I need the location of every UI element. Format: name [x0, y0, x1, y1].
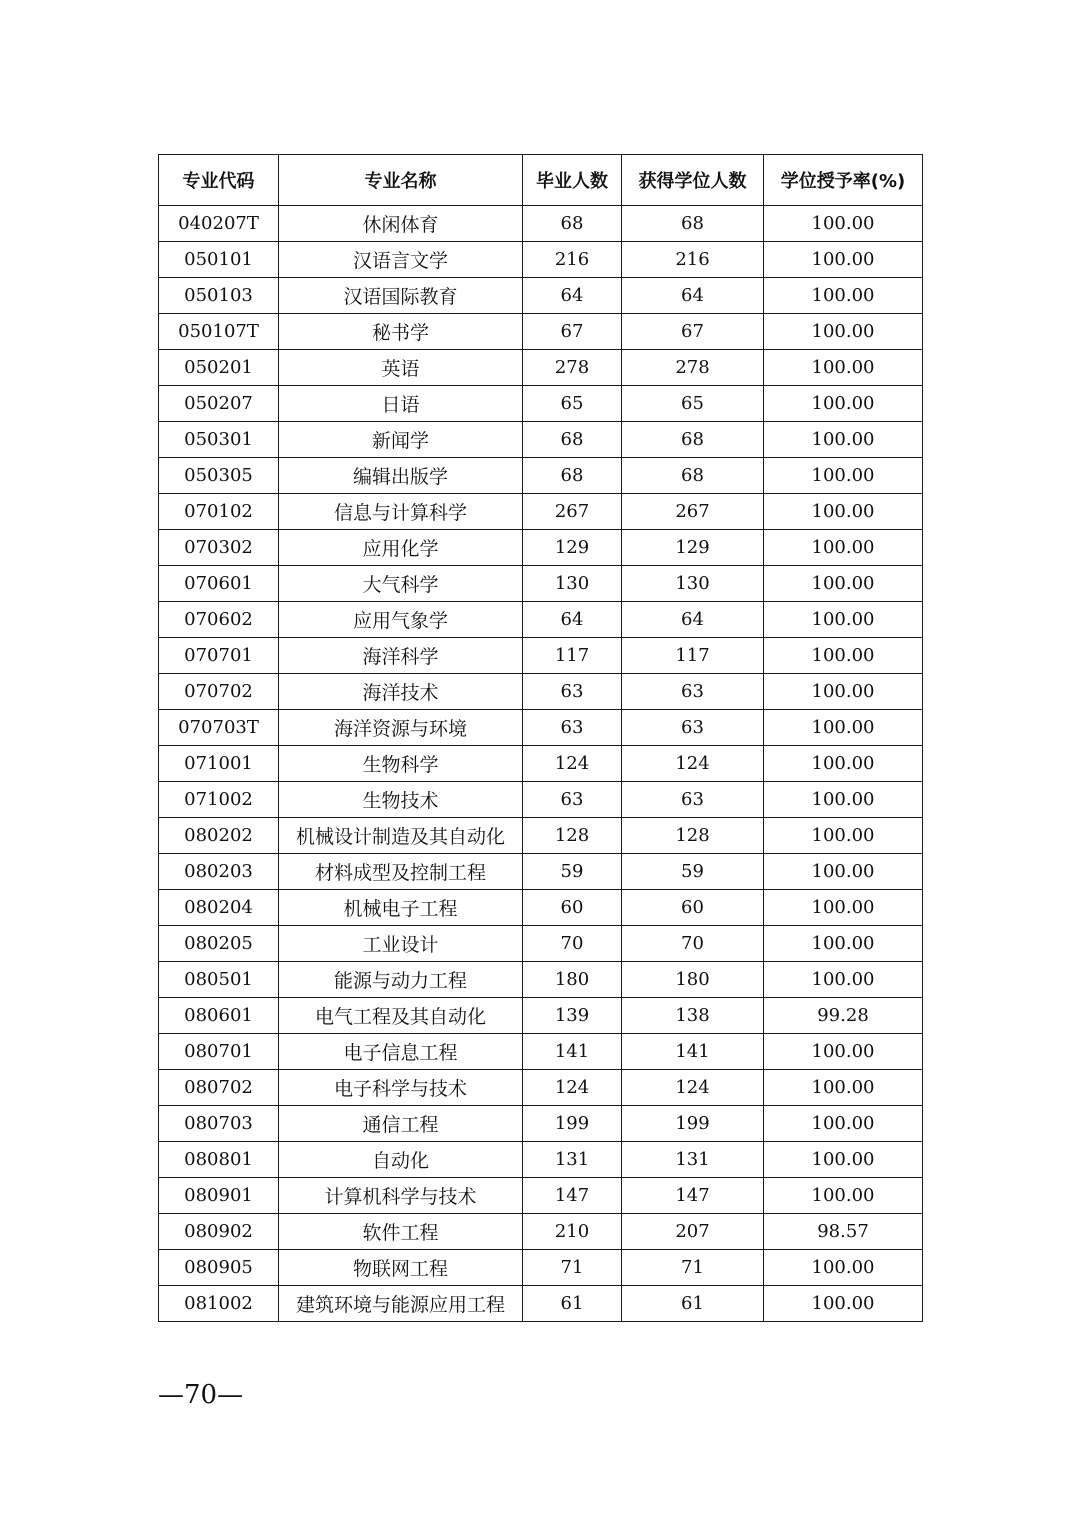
cell-major-code: 070302	[159, 530, 279, 566]
cell-major-name: 电子科学与技术	[279, 1070, 523, 1106]
cell-degree-count: 117	[622, 638, 764, 674]
cell-degree-rate: 100.00	[764, 746, 923, 782]
cell-graduate-count: 68	[523, 422, 622, 458]
cell-degree-count: 65	[622, 386, 764, 422]
cell-major-code: 080601	[159, 998, 279, 1034]
cell-graduate-count: 210	[523, 1214, 622, 1250]
cell-graduate-count: 67	[523, 314, 622, 350]
cell-degree-count: 128	[622, 818, 764, 854]
cell-major-code: 050103	[159, 278, 279, 314]
table-row	[159, 710, 923, 746]
cell-major-code: 070102	[159, 494, 279, 530]
cell-major-code: 050101	[159, 242, 279, 278]
cell-degree-rate: 100.00	[764, 1034, 923, 1070]
cell-major-name: 电气工程及其自动化	[279, 998, 523, 1034]
table-row	[159, 530, 923, 566]
cell-degree-count: 68	[622, 422, 764, 458]
cell-major-name: 汉语言文学	[279, 242, 523, 278]
cell-graduate-count: 65	[523, 386, 622, 422]
cell-major-code: 050201	[159, 350, 279, 386]
cell-major-code: 050305	[159, 458, 279, 494]
table-row	[159, 1214, 923, 1250]
page-number: —70—	[158, 1380, 244, 1410]
cell-degree-rate: 100.00	[764, 350, 923, 386]
cell-degree-count: 71	[622, 1250, 764, 1286]
cell-major-name: 应用化学	[279, 530, 523, 566]
table-row	[159, 314, 923, 350]
table-row	[159, 674, 923, 710]
cell-degree-rate: 100.00	[764, 926, 923, 962]
cell-major-name: 海洋科学	[279, 638, 523, 674]
cell-major-name: 计算机科学与技术	[279, 1178, 523, 1214]
table-row	[159, 962, 923, 998]
cell-degree-count: 64	[622, 278, 764, 314]
cell-degree-count: 61	[622, 1286, 764, 1322]
cell-degree-rate: 100.00	[764, 638, 923, 674]
cell-major-code: 081002	[159, 1286, 279, 1322]
cell-major-name: 海洋技术	[279, 674, 523, 710]
cell-major-name: 信息与计算科学	[279, 494, 523, 530]
table-row	[159, 422, 923, 458]
cell-degree-count: 63	[622, 674, 764, 710]
table-row	[159, 278, 923, 314]
cell-degree-count: 138	[622, 998, 764, 1034]
table-row	[159, 998, 923, 1034]
cell-major-name: 汉语国际教育	[279, 278, 523, 314]
cell-degree-rate: 100.00	[764, 1142, 923, 1178]
cell-major-code: 080501	[159, 962, 279, 998]
cell-graduate-count: 139	[523, 998, 622, 1034]
cell-graduate-count: 216	[523, 242, 622, 278]
cell-graduate-count: 70	[523, 926, 622, 962]
cell-major-name: 自动化	[279, 1142, 523, 1178]
cell-major-code: 070702	[159, 674, 279, 710]
cell-degree-rate: 100.00	[764, 782, 923, 818]
cell-degree-count: 131	[622, 1142, 764, 1178]
cell-major-name: 通信工程	[279, 1106, 523, 1142]
cell-degree-rate: 100.00	[764, 530, 923, 566]
cell-graduate-count: 131	[523, 1142, 622, 1178]
cell-graduate-count: 60	[523, 890, 622, 926]
cell-degree-count: 60	[622, 890, 764, 926]
table-row	[159, 386, 923, 422]
cell-major-name: 编辑出版学	[279, 458, 523, 494]
cell-degree-count: 147	[622, 1178, 764, 1214]
cell-graduate-count: 64	[523, 602, 622, 638]
cell-degree-count: 180	[622, 962, 764, 998]
cell-degree-rate: 100.00	[764, 890, 923, 926]
cell-degree-rate: 100.00	[764, 674, 923, 710]
cell-graduate-count: 68	[523, 458, 622, 494]
cell-major-name: 日语	[279, 386, 523, 422]
header-major-name: 专业名称	[279, 155, 523, 206]
cell-degree-rate: 100.00	[764, 314, 923, 350]
cell-degree-count: 59	[622, 854, 764, 890]
cell-degree-rate: 100.00	[764, 602, 923, 638]
header-degree-rate: 学位授予率(%)	[764, 155, 923, 206]
cell-graduate-count: 124	[523, 1070, 622, 1106]
cell-major-name: 大气科学	[279, 566, 523, 602]
header-degree-count: 获得学位人数	[622, 155, 764, 206]
cell-degree-count: 67	[622, 314, 764, 350]
cell-degree-rate: 100.00	[764, 818, 923, 854]
cell-major-code: 080204	[159, 890, 279, 926]
cell-degree-count: 216	[622, 242, 764, 278]
cell-major-code: 080202	[159, 818, 279, 854]
cell-major-code: 080905	[159, 1250, 279, 1286]
cell-degree-rate: 100.00	[764, 1286, 923, 1322]
cell-graduate-count: 117	[523, 638, 622, 674]
cell-major-code: 070602	[159, 602, 279, 638]
cell-degree-rate: 98.57	[764, 1214, 923, 1250]
cell-degree-rate: 100.00	[764, 1070, 923, 1106]
table-row	[159, 854, 923, 890]
cell-graduate-count: 68	[523, 206, 622, 242]
cell-degree-rate: 100.00	[764, 710, 923, 746]
cell-graduate-count: 63	[523, 710, 622, 746]
table-row	[159, 818, 923, 854]
cell-major-name: 工业设计	[279, 926, 523, 962]
cell-degree-count: 141	[622, 1034, 764, 1070]
cell-major-name: 新闻学	[279, 422, 523, 458]
cell-graduate-count: 64	[523, 278, 622, 314]
table-row	[159, 746, 923, 782]
table-row	[159, 494, 923, 530]
cell-degree-count: 70	[622, 926, 764, 962]
cell-degree-count: 207	[622, 1214, 764, 1250]
cell-major-code: 080701	[159, 1034, 279, 1070]
cell-major-name: 机械设计制造及其自动化	[279, 818, 523, 854]
cell-graduate-count: 199	[523, 1106, 622, 1142]
cell-major-name: 生物科学	[279, 746, 523, 782]
cell-graduate-count: 130	[523, 566, 622, 602]
cell-degree-rate: 100.00	[764, 494, 923, 530]
cell-degree-rate: 100.00	[764, 242, 923, 278]
cell-graduate-count: 147	[523, 1178, 622, 1214]
cell-graduate-count: 63	[523, 782, 622, 818]
cell-major-code: 080801	[159, 1142, 279, 1178]
cell-graduate-count: 61	[523, 1286, 622, 1322]
cell-degree-count: 267	[622, 494, 764, 530]
table-row	[159, 458, 923, 494]
table-row	[159, 566, 923, 602]
cell-degree-count: 68	[622, 458, 764, 494]
cell-major-code: 080902	[159, 1214, 279, 1250]
cell-degree-count: 124	[622, 1070, 764, 1106]
cell-degree-count: 68	[622, 206, 764, 242]
cell-degree-count: 130	[622, 566, 764, 602]
cell-degree-count: 64	[622, 602, 764, 638]
cell-graduate-count: 63	[523, 674, 622, 710]
cell-major-code: 070703T	[159, 710, 279, 746]
table-row	[159, 1142, 923, 1178]
table-row	[159, 782, 923, 818]
cell-major-name: 软件工程	[279, 1214, 523, 1250]
cell-graduate-count: 267	[523, 494, 622, 530]
cell-graduate-count: 124	[523, 746, 622, 782]
cell-degree-rate: 100.00	[764, 278, 923, 314]
cell-degree-rate: 100.00	[764, 422, 923, 458]
cell-major-name: 材料成型及控制工程	[279, 854, 523, 890]
cell-major-code: 070601	[159, 566, 279, 602]
cell-graduate-count: 71	[523, 1250, 622, 1286]
table-row	[159, 206, 923, 242]
cell-degree-rate: 100.00	[764, 1106, 923, 1142]
cell-degree-rate: 100.00	[764, 962, 923, 998]
cell-major-name: 能源与动力工程	[279, 962, 523, 998]
cell-degree-rate: 100.00	[764, 458, 923, 494]
cell-major-name: 物联网工程	[279, 1250, 523, 1286]
cell-graduate-count: 128	[523, 818, 622, 854]
table-row	[159, 1250, 923, 1286]
table-row	[159, 1178, 923, 1214]
table-row	[159, 1106, 923, 1142]
cell-degree-count: 63	[622, 710, 764, 746]
cell-major-code: 050301	[159, 422, 279, 458]
cell-degree-rate: 100.00	[764, 566, 923, 602]
degree-statistics-table	[158, 154, 923, 1322]
cell-major-name: 英语	[279, 350, 523, 386]
cell-degree-rate: 99.28	[764, 998, 923, 1034]
cell-major-code: 080702	[159, 1070, 279, 1106]
table-row	[159, 1070, 923, 1106]
cell-major-code: 050107T	[159, 314, 279, 350]
table-row	[159, 638, 923, 674]
cell-major-name: 应用气象学	[279, 602, 523, 638]
cell-major-code: 080901	[159, 1178, 279, 1214]
cell-major-name: 电子信息工程	[279, 1034, 523, 1070]
cell-degree-count: 124	[622, 746, 764, 782]
cell-major-code: 040207T	[159, 206, 279, 242]
cell-major-code: 080203	[159, 854, 279, 890]
cell-major-code: 050207	[159, 386, 279, 422]
table-row	[159, 602, 923, 638]
cell-degree-rate: 100.00	[764, 1250, 923, 1286]
header-major-code: 专业代码	[159, 155, 279, 206]
cell-major-code: 071001	[159, 746, 279, 782]
cell-degree-count: 199	[622, 1106, 764, 1142]
cell-major-name: 休闲体育	[279, 206, 523, 242]
cell-major-name: 海洋资源与环境	[279, 710, 523, 746]
cell-degree-count: 278	[622, 350, 764, 386]
table-row	[159, 242, 923, 278]
table-row	[159, 1034, 923, 1070]
cell-degree-count: 63	[622, 782, 764, 818]
cell-degree-rate: 100.00	[764, 206, 923, 242]
cell-graduate-count: 141	[523, 1034, 622, 1070]
table-header-row	[159, 155, 923, 206]
table-row	[159, 926, 923, 962]
cell-major-name: 秘书学	[279, 314, 523, 350]
cell-graduate-count: 129	[523, 530, 622, 566]
cell-graduate-count: 59	[523, 854, 622, 890]
cell-degree-rate: 100.00	[764, 854, 923, 890]
table-row	[159, 890, 923, 926]
cell-major-code: 070701	[159, 638, 279, 674]
cell-major-code: 080703	[159, 1106, 279, 1142]
cell-major-name: 机械电子工程	[279, 890, 523, 926]
cell-major-code: 071002	[159, 782, 279, 818]
header-graduate-count: 毕业人数	[523, 155, 622, 206]
cell-graduate-count: 278	[523, 350, 622, 386]
cell-degree-rate: 100.00	[764, 1178, 923, 1214]
cell-graduate-count: 180	[523, 962, 622, 998]
cell-major-name: 建筑环境与能源应用工程	[279, 1286, 523, 1322]
table-row	[159, 350, 923, 386]
cell-major-code: 080205	[159, 926, 279, 962]
cell-degree-rate: 100.00	[764, 386, 923, 422]
cell-degree-count: 129	[622, 530, 764, 566]
table-row	[159, 1286, 923, 1322]
table-body	[159, 206, 923, 1322]
cell-major-name: 生物技术	[279, 782, 523, 818]
